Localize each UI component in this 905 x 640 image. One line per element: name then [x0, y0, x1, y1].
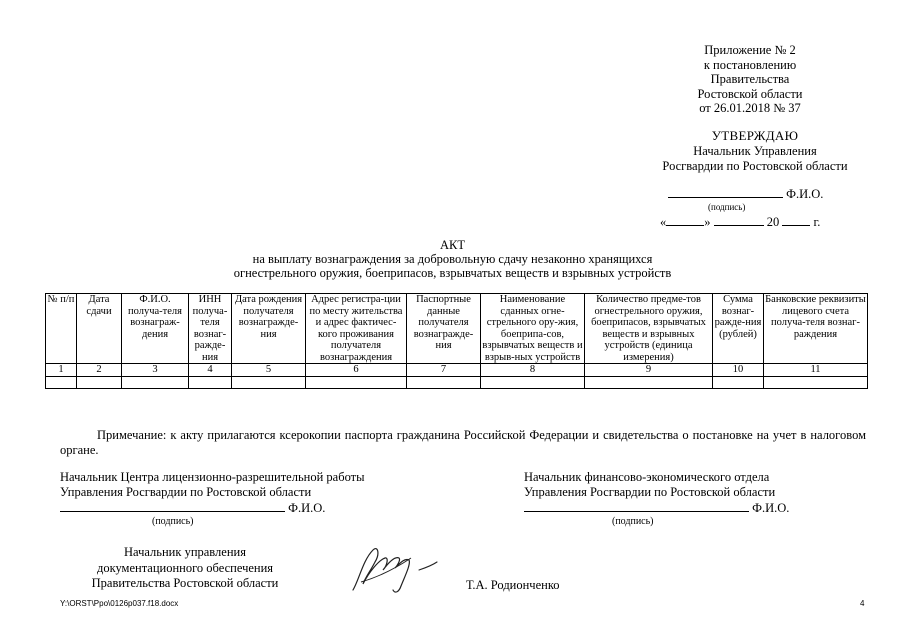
note-paragraph: Примечание: к акту прилагаются ксерокопии паспорта гражданина Российской Федерации и свидетельства о постановке на учет в налоговом органе.: [60, 428, 866, 457]
month-blank: [714, 214, 764, 226]
table-cell[interactable]: [189, 376, 232, 388]
page-number: 4: [860, 599, 865, 608]
table-header: Ф.И.О. получа-теля вознаграж-дения: [122, 294, 189, 364]
document-path: Y:\ORST\Ppo\0126p037.f18.docx: [60, 599, 179, 608]
table-cell[interactable]: [713, 376, 764, 388]
column-number: 8: [481, 364, 585, 377]
table-header: Банковские реквизиты лицевого счета получа-теля вознаг-раждения: [764, 294, 868, 364]
appendix-block: [640, 43, 860, 116]
table-empty-row: [46, 376, 868, 388]
year-blank: [782, 214, 810, 226]
date-year: 20: [766, 215, 780, 229]
signer-organization: Управления Росгвардии по Ростовской области: [524, 485, 776, 499]
column-number: 4: [189, 364, 232, 377]
column-number: 2: [77, 364, 122, 377]
act-table: [45, 293, 868, 389]
signer-position: Начальник финансово-экономического отдела: [524, 470, 770, 484]
signature-blank: [524, 500, 749, 512]
table-header: Паспортные данные получателя вознагражде-ния: [407, 294, 481, 364]
signature-caption: (подпись): [612, 516, 654, 527]
date-quote-close: »: [704, 215, 711, 229]
table-header: Количество предме-тов огнестрельного оружия, боеприпасов, взрывчатых веществ и взрывных устройств (единица измерения): [585, 294, 713, 364]
signer-position: Начальник Центра лицензионно-разрешительной работы: [60, 470, 365, 484]
column-number: 3: [122, 364, 189, 377]
date-suffix: г.: [813, 215, 821, 229]
table-cell[interactable]: [232, 376, 306, 388]
approve-fio: Ф.И.О.: [786, 187, 824, 201]
manager-position: Начальник управления: [124, 545, 246, 559]
date-quote-open: «: [660, 215, 667, 229]
signer-organization: Управления Росгвардии по Ростовской области: [60, 485, 312, 499]
table-header: Адрес регистра-ции по месту жительства и адрес фактичес-кого проживания получателя вознаграждения: [306, 294, 407, 364]
table-header: ИНН получа-теля вознаг-ражде-ния: [189, 294, 232, 364]
column-number: 6: [306, 364, 407, 377]
appendix-line: к постановлению: [703, 57, 797, 72]
approve-organization: Росгвардии по Ростовской области: [662, 159, 848, 173]
signature-block-left: [60, 470, 460, 529]
manager-name: Т.А. Родионченко: [466, 578, 560, 592]
column-number: 1: [46, 364, 77, 377]
table-cell[interactable]: [122, 376, 189, 388]
column-number: 11: [764, 364, 868, 377]
appendix-line: Приложение № 2: [704, 43, 796, 57]
signature-blank: [60, 500, 285, 512]
table-cell[interactable]: [764, 376, 868, 388]
table-header: Дата рождения получателя вознагражде-ния: [232, 294, 306, 364]
table-header: Сумма вознаг-ражде-ния (рублей): [713, 294, 764, 364]
table-header-row: [46, 294, 868, 364]
column-number: 5: [232, 364, 306, 377]
signature-caption: (подпись): [708, 202, 746, 212]
column-number: 10: [713, 364, 764, 377]
handwritten-signature: [345, 540, 445, 598]
table-cell[interactable]: [77, 376, 122, 388]
signer-fio: Ф.И.О.: [752, 501, 790, 515]
table-header: Наименование сданных огне-стрельного ору-жия, боеприпа-сов, взрывчатых веществ и взрыв-ных устройств: [482, 294, 583, 363]
act-subtitle-line: на выплату вознаграждения за добровольную сдачу незаконно хранящихся: [252, 252, 653, 266]
appendix-line: Правительства: [710, 72, 790, 86]
act-title: АКТ: [440, 238, 465, 252]
manager-block: [60, 545, 310, 592]
approve-title: УТВЕРЖДАЮ: [711, 128, 799, 143]
manager-department: документационного обеспечения: [96, 560, 274, 575]
table-cell[interactable]: [306, 376, 407, 388]
table-header: Дата сдачи: [77, 294, 122, 364]
approve-date-line: [660, 214, 820, 230]
table-number-row: [46, 364, 868, 377]
table-header: № п/п: [46, 294, 77, 364]
manager-organization: Правительства Ростовской области: [91, 576, 279, 590]
table-cell[interactable]: [585, 376, 713, 388]
table-cell[interactable]: [46, 376, 77, 388]
approval-block: [620, 128, 890, 175]
appendix-line: Ростовской области: [697, 86, 803, 101]
signature-block-right: [524, 470, 884, 529]
act-heading: [0, 238, 905, 280]
appendix-line: от 26.01.2018 № 37: [699, 101, 801, 115]
act-subtitle-line: огнестрельного оружия, боеприпасов, взрывчатых веществ и взрывных устройств: [233, 266, 672, 280]
signature-blank: [668, 185, 783, 198]
signer-fio: Ф.И.О.: [288, 501, 326, 515]
table-cell[interactable]: [407, 376, 481, 388]
column-number: 7: [407, 364, 481, 377]
day-blank: [666, 214, 704, 226]
signature-caption: (подпись): [152, 516, 194, 527]
approve-signature-line: [668, 185, 823, 212]
column-number: 9: [585, 364, 713, 377]
approve-position: Начальник Управления: [693, 143, 817, 158]
table-cell[interactable]: [481, 376, 585, 388]
